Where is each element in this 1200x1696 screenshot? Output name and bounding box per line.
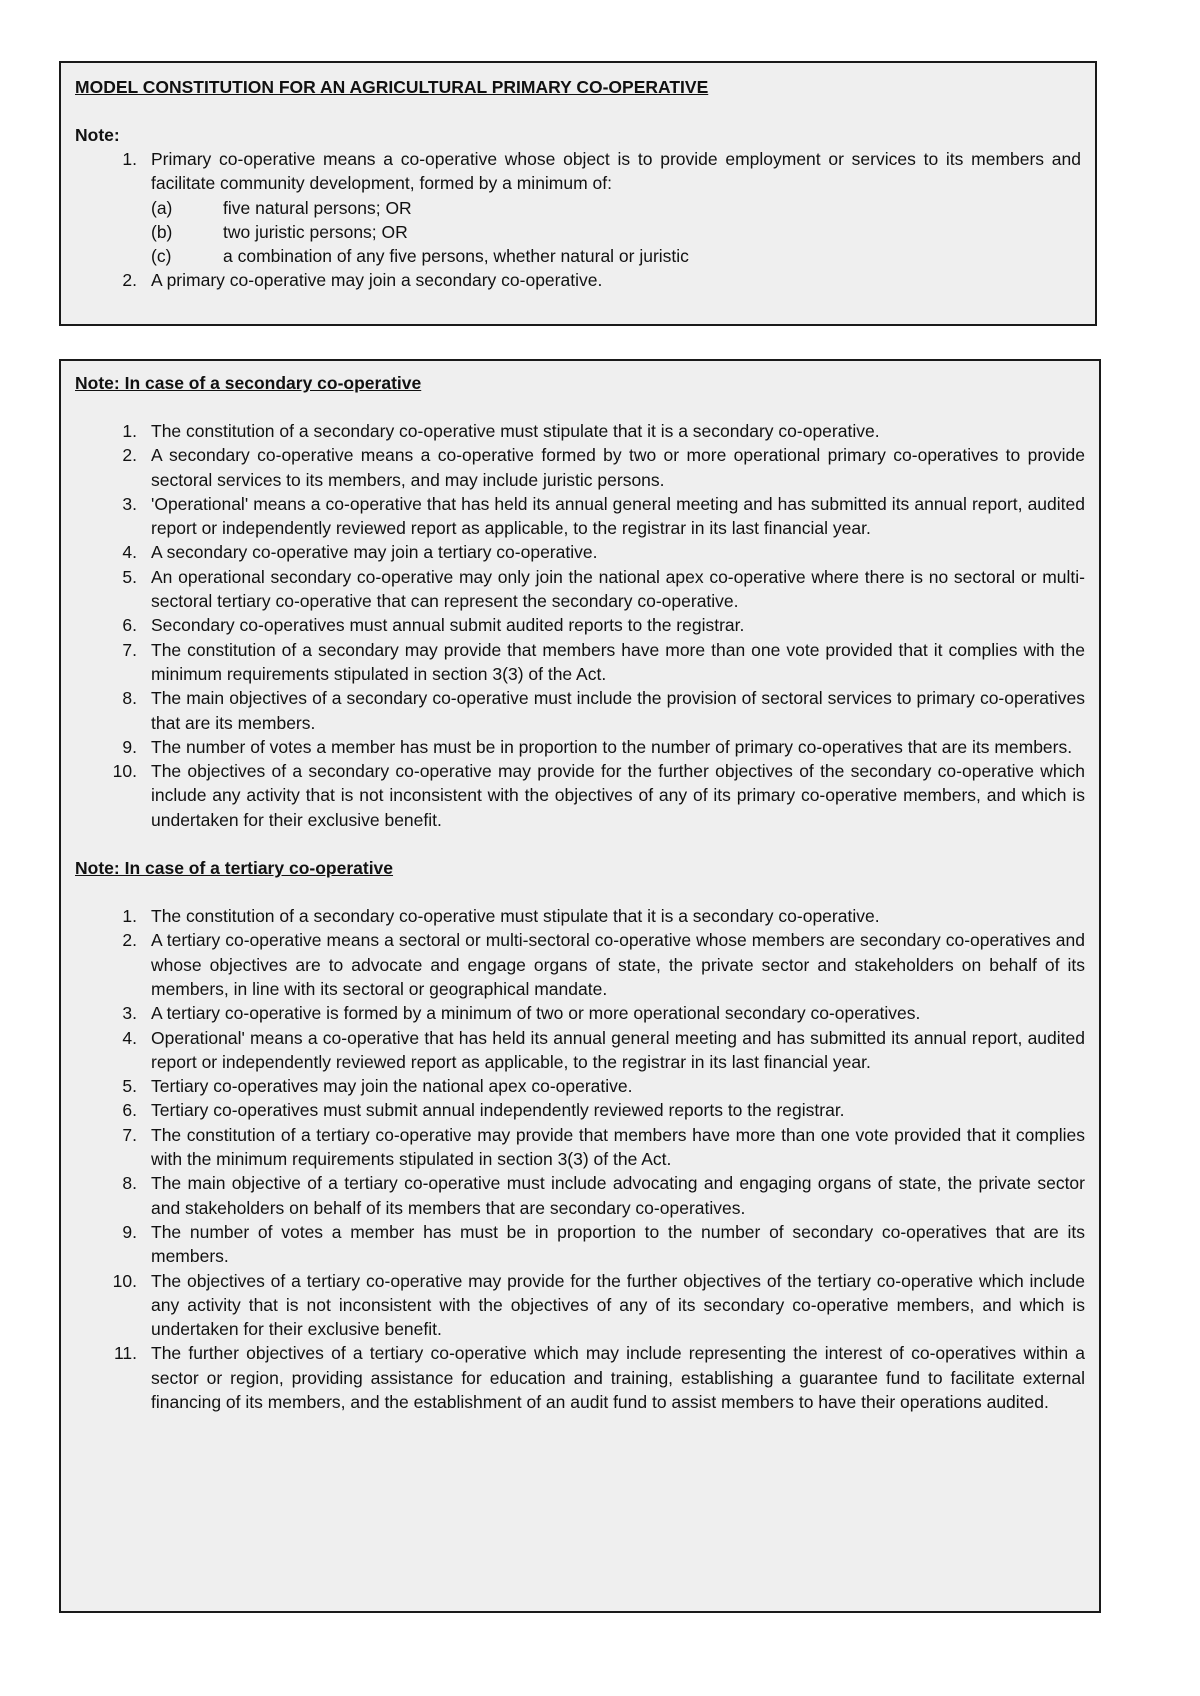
secondary-heading: Note: In case of a secondary co-operative bbox=[75, 373, 422, 393]
item-text: 'Operational' means a co-operative that has held its annual general meeting and has submitted its annual report, audited report or independently reviewed report as applicable, to the registrar in its last financial year. bbox=[151, 493, 1085, 539]
primary-note-box bbox=[59, 61, 1097, 326]
item-text: A primary co-operative may join a secondary co-operative. bbox=[151, 270, 603, 291]
item-text: The constitution of a tertiary co-operative may provide that members have more than one vote provided that it complies with the minimum requirements stipulated in section 3(3) of the Act. bbox=[151, 1124, 1085, 1170]
item-text: A tertiary co-operative means a sectoral or multi-sectoral co-operative whose members are secondary co-operatives and whose objectives are to advocate and engage organs of state, the private sector and stakeholders on behalf of its members, in line with its sectoral or geographical mandate. bbox=[151, 930, 1085, 999]
sub-list-item bbox=[151, 196, 1081, 220]
list-item bbox=[75, 928, 1085, 1001]
list-item bbox=[75, 1026, 1085, 1075]
item-number: 1. bbox=[122, 906, 137, 927]
item-number: 7. bbox=[122, 639, 137, 660]
item-text: The constitution of a secondary co-operative must stipulate that it is a secondary co-operative. bbox=[151, 421, 880, 441]
item-text: Secondary co-operatives must annual submit audited reports to the registrar. bbox=[151, 615, 745, 636]
item-number: 9. bbox=[122, 736, 137, 757]
item-number: 6. bbox=[122, 615, 137, 636]
sub-item-text: two juristic persons; OR bbox=[223, 221, 408, 242]
tertiary-heading: Note: In case of a tertiary co-operative bbox=[75, 858, 394, 879]
item-text: The objectives of a tertiary co-operative may provide for the further objectives of the tertiary co-operative which include any activity that is not inconsistent with the objectives of any of its secondary co-operative members, and which is undertaken for their exclusive benefit. bbox=[151, 1270, 1085, 1340]
list-item bbox=[75, 1341, 1085, 1414]
item-number: 9. bbox=[122, 1221, 137, 1242]
sub-item-letter: (b) bbox=[151, 221, 173, 242]
secondary-tertiary-note-box bbox=[59, 359, 1101, 1613]
item-number: 11. bbox=[113, 1343, 137, 1364]
item-number: 3. bbox=[122, 1003, 137, 1024]
item-text: Primary co-operative means a co-operative whose object is to provide employment or services to its members and facilitate community development, formed by a minimum of: bbox=[151, 149, 1081, 194]
item-number: 8. bbox=[122, 1173, 137, 1194]
primary-note-list bbox=[75, 147, 1081, 293]
list-item bbox=[75, 443, 1085, 492]
item-text: The number of votes a member has must be in proportion to the number of primary co-operatives that are its members. bbox=[151, 736, 1073, 757]
list-item bbox=[75, 1220, 1085, 1269]
item-number: 2. bbox=[122, 445, 137, 466]
list-item bbox=[75, 540, 1085, 564]
list-item bbox=[75, 613, 1085, 637]
item-text: The main objectives of a secondary co-operative must include the provision of sectoral services to primary co-operatives that are its members. bbox=[151, 688, 1085, 733]
sub-item-text: five natural persons; OR bbox=[223, 197, 412, 218]
item-text: The constitution of a secondary co-operative must stipulate that it is a secondary co-operative. bbox=[151, 906, 880, 927]
note-label: Note: bbox=[75, 125, 120, 145]
item-number: 1. bbox=[122, 149, 137, 169]
sub-item-text: a combination of any five persons, whether natural or juristic bbox=[223, 246, 689, 267]
item-number: 8. bbox=[122, 688, 137, 709]
item-text: The number of votes a member has must be in proportion to the number of secondary co-operatives that are its members. bbox=[151, 1221, 1085, 1267]
item-number: 6. bbox=[122, 1100, 137, 1121]
item-number: 5. bbox=[122, 566, 137, 587]
item-text: Tertiary co-operatives may join the national apex co-operative. bbox=[151, 1076, 633, 1097]
sub-item-letter: (a) bbox=[151, 197, 173, 218]
document-title: MODEL CONSTITUTION FOR AN AGRICULTURAL PRIMARY CO-OPERATIVE bbox=[75, 77, 709, 97]
list-item bbox=[75, 565, 1085, 614]
item-number: 10. bbox=[112, 761, 137, 782]
list-item bbox=[75, 686, 1085, 735]
list-item bbox=[75, 735, 1085, 759]
item-text: A secondary co-operative means a co-operative formed by two or more operational primary co-operatives to provide sectoral services to its members, and may include juristic persons. bbox=[151, 445, 1085, 490]
item-text: Operational' means a co-operative that has held its annual general meeting and has submitted its annual report, audited report or independently reviewed report as applicable, to the registrar in its last financial year. bbox=[151, 1027, 1085, 1072]
sub-item-letter: (c) bbox=[151, 246, 172, 267]
item-text: The constitution of a secondary may provide that members have more than one vote provided that it complies with the minimum requirements stipulated in section 3(3) of the Act. bbox=[151, 639, 1085, 684]
item-number: 1. bbox=[122, 421, 137, 441]
item-number: 3. bbox=[122, 493, 137, 514]
item-number: 10. bbox=[112, 1270, 137, 1291]
list-item bbox=[75, 1171, 1085, 1220]
list-item bbox=[75, 1269, 1085, 1342]
item-text: An operational secondary co-operative may only join the national apex co-operative where there is no sectoral or multi-sectoral tertiary co-operative that can represent the secondary co-operative. bbox=[151, 566, 1085, 612]
item-text: The further objectives of a tertiary co-operative which may include representing the interest of co-operatives within a sector or region, providing assistance for education and training, establishing a guarantee fund to facilitate external financing of its members, and the establishment of an audit fund to assist members to have their operations audited. bbox=[151, 1343, 1085, 1412]
list-item bbox=[75, 1098, 1085, 1122]
list-item bbox=[75, 492, 1085, 541]
item-number: 2. bbox=[122, 270, 137, 291]
list-item bbox=[75, 759, 1085, 832]
sub-list-item bbox=[151, 220, 1081, 244]
list-item bbox=[75, 1001, 1085, 1025]
item-number: 4. bbox=[122, 1027, 137, 1048]
sub-list-item bbox=[151, 244, 1081, 268]
sub-list bbox=[151, 196, 1081, 269]
list-item bbox=[75, 638, 1085, 687]
item-text: A tertiary co-operative is formed by a minimum of two or more operational secondary co-operatives. bbox=[151, 1003, 921, 1024]
item-text: Tertiary co-operatives must submit annual independently reviewed reports to the registrar. bbox=[151, 1100, 845, 1121]
secondary-note-list bbox=[75, 419, 1085, 832]
list-item bbox=[75, 904, 1085, 928]
item-number: 4. bbox=[122, 542, 137, 563]
item-text: The main objective of a tertiary co-operative must include advocating and engaging organs of state, the private sector and stakeholders on behalf of its members that are secondary co-operatives. bbox=[151, 1173, 1085, 1218]
item-number: 5. bbox=[122, 1076, 137, 1097]
item-text: A secondary co-operative may join a tertiary co-operative. bbox=[151, 542, 598, 563]
list-item bbox=[75, 147, 1081, 268]
list-item bbox=[75, 419, 1085, 443]
tertiary-note-list bbox=[75, 904, 1085, 1414]
list-item bbox=[75, 1123, 1085, 1172]
item-number: 2. bbox=[122, 930, 137, 951]
item-number: 7. bbox=[122, 1124, 137, 1145]
list-item bbox=[75, 268, 1081, 292]
list-item bbox=[75, 1074, 1085, 1098]
item-text: The objectives of a secondary co-operative may provide for the further objectives of the secondary co-operative which include any activity that is not inconsistent with the objectives of any of its primary co-operative members, and which is undertaken for their exclusive benefit. bbox=[151, 761, 1085, 830]
